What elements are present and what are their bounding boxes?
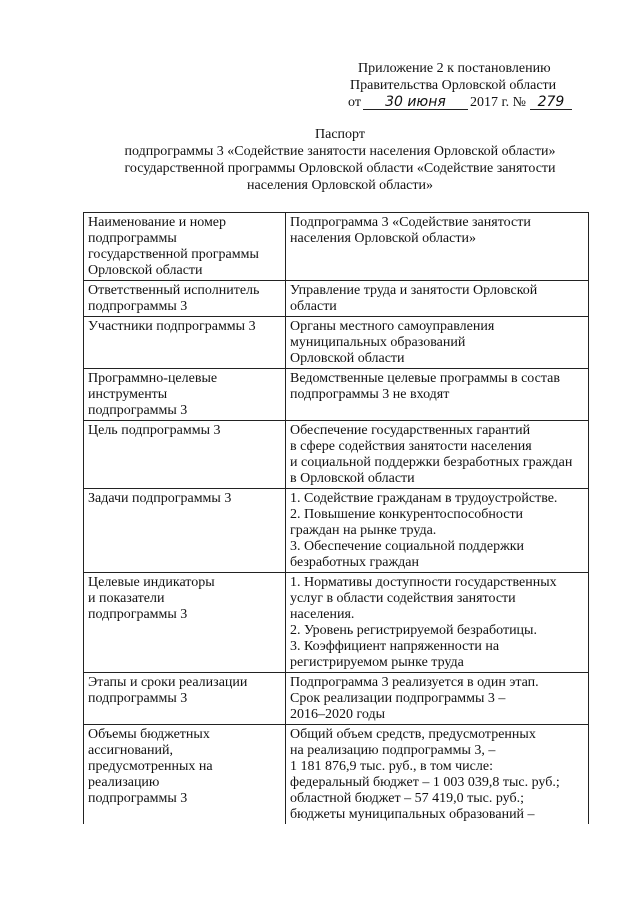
appendix-line-2: Правительства Орловской области — [350, 78, 557, 93]
table-row — [84, 573, 589, 673]
passport-table — [83, 212, 589, 824]
handwritten-date: 30 июня — [363, 95, 468, 110]
title-line-3: государственной программы Орловской области «Содействие занятости — [124, 161, 556, 176]
from-label: от — [348, 95, 361, 110]
appendix-line-1: Приложение 2 к постановлению — [358, 61, 551, 76]
row-value: Подпрограмма 3 «Содействие занятости населения Орловской области» — [286, 213, 589, 281]
appendix-line-3 — [348, 94, 598, 111]
row-value: 1. Нормативы доступности государственных услуг в области содействия занятости населения. 2. Уровень регистрируемой безработицы. 3. Коэффициент напряженности на регистрируемом рынке труда — [286, 573, 589, 673]
table-row — [84, 213, 589, 281]
row-value: 1. Содействие гражданам в трудоустройстве. 2. Повышение конкурентоспособности граждан на рынке труда. 3. Обеспечение социальной поддержки безработных граждан — [286, 489, 589, 573]
row-value: Органы местного самоуправления муниципальных образований Орловской области — [286, 317, 589, 369]
table-row — [84, 673, 589, 725]
handwritten-number: 279 — [530, 95, 572, 110]
row-label: Объемы бюджетных ассигнований, предусмотренных на реализацию подпрограммы 3 — [84, 725, 286, 825]
title-line-1: Паспорт — [315, 127, 365, 142]
row-label: Этапы и сроки реализации подпрограммы 3 — [84, 673, 286, 725]
row-value: Ведомственные целевые программы в состав подпрограммы 3 не входят — [286, 369, 589, 421]
table-row — [84, 421, 589, 489]
row-label: Ответственный исполнитель подпрограммы 3 — [84, 281, 286, 317]
appendix-header — [348, 60, 598, 111]
row-label: Целевые индикаторы и показатели подпрограммы 3 — [84, 573, 286, 673]
row-value: Управление труда и занятости Орловской области — [286, 281, 589, 317]
table-row — [84, 281, 589, 317]
table-row — [84, 725, 589, 825]
table-row — [84, 317, 589, 369]
title-line-4: населения Орловской области» — [247, 178, 433, 193]
row-label: Цель подпрограммы 3 — [84, 421, 286, 489]
row-value: Общий объем средств, предусмотренных на реализацию подпрограммы 3, – 1 181 876,9 тыс. руб., в том числе: федеральный бюджет – 1 003 039,8 тыс. руб.; областной бюджет – 57 419,0 тыс. руб.; бюджеты муниципальных образований – — [286, 725, 589, 825]
passport-title — [60, 126, 620, 194]
row-label: Программно-целевые инструменты подпрограммы 3 — [84, 369, 286, 421]
row-label: Наименование и номер подпрограммы государственной программы Орловской области — [84, 213, 286, 281]
year-text: 2017 г. № — [469, 95, 526, 110]
row-label: Участники подпрограммы 3 — [84, 317, 286, 369]
table-row — [84, 489, 589, 573]
title-line-2: подпрограммы 3 «Содействие занятости населения Орловской области» — [124, 144, 556, 159]
table-row — [84, 369, 589, 421]
row-value: Подпрограмма 3 реализуется в один этап. Срок реализации подпрограммы 3 – 2016–2020 годы — [286, 673, 589, 725]
row-value: Обеспечение государственных гарантий в сфере содействия занятости населения и социальной поддержки безработных граждан в Орловской области — [286, 421, 589, 489]
row-label: Задачи подпрограммы 3 — [84, 489, 286, 573]
